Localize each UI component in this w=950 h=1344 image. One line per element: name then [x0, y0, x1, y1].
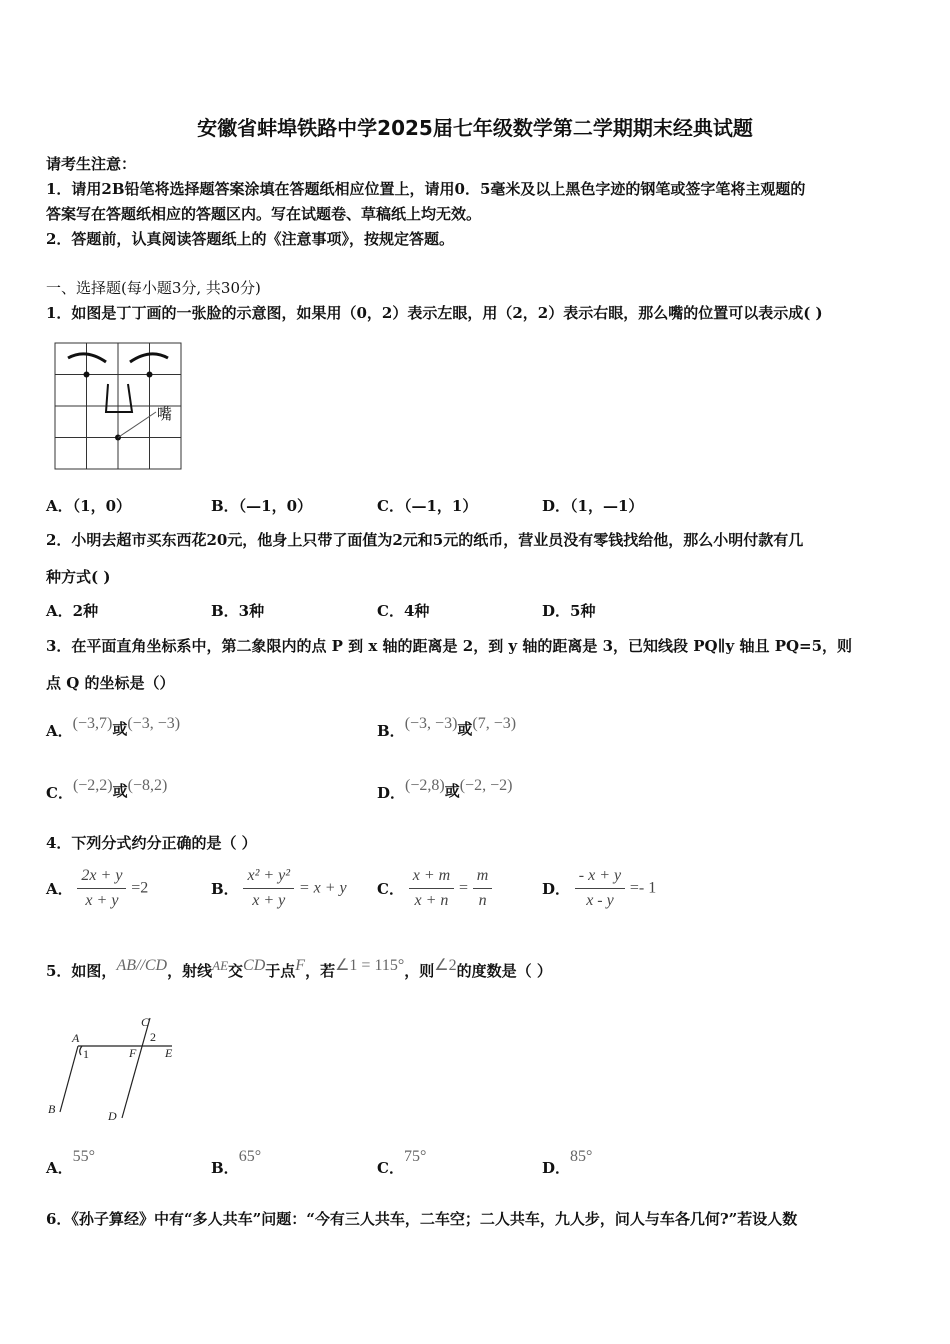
q3-c-point1: (−2,2)	[72, 777, 113, 794]
q3-a-label: A．	[46, 722, 73, 740]
q5-math-cd: CD	[243, 957, 266, 974]
q4-option-d	[542, 864, 656, 913]
q3-d-point2: (−2, −2)	[459, 777, 513, 794]
label-a: A	[72, 1031, 80, 1045]
q4-option-a	[46, 864, 148, 913]
q4-a-denominator: x + y	[85, 892, 119, 909]
q5-d-value: 85°	[570, 1148, 593, 1165]
q2-option-a: A．2种	[46, 602, 99, 620]
q5-math-f: F	[295, 957, 306, 974]
q5-b-label: B．	[211, 1159, 239, 1177]
q4-c-numerator: x + m	[409, 864, 454, 889]
q4-d-rhs: =- 1	[629, 879, 657, 897]
q3-d-point1: (−2,8)	[405, 777, 445, 794]
face-grid-figure	[50, 338, 190, 474]
notice-line-2: 2．答题前，认真阅读答题纸上的《注意事项》，按规定答题。	[46, 230, 454, 248]
q3-a-or: 或	[112, 720, 128, 738]
q4-b-fraction	[243, 864, 294, 913]
label-b: B	[48, 1102, 56, 1116]
mouth-label: 嘴	[157, 405, 173, 423]
label-e: E	[165, 1046, 173, 1060]
q4-c-rhs-numerator: m	[473, 864, 493, 889]
q3-d-label: D．	[377, 784, 406, 802]
q4-a-label: A．	[46, 880, 73, 898]
page-title: 安徽省蚌埠铁路中学2025届七年级数学第二学期期末经典试题	[197, 116, 753, 140]
q5-b-value: 65°	[238, 1148, 262, 1165]
q3-b-point1: (−3, −3)	[404, 715, 458, 732]
q3-b-point2: (7, −3)	[472, 715, 517, 732]
q1-text: 1．如图是丁丁画的一张脸的示意图，如果用（0，2）表示左眼，用（2，2）表示右眼，那么嘴的位置可以表示成( )	[46, 304, 823, 322]
q1-option-a: A．（1，0）	[46, 497, 132, 515]
label-c: C	[141, 1015, 150, 1029]
q5-c-label: C．	[377, 1159, 404, 1177]
q2-option-b: B．3种	[211, 602, 265, 620]
q5-option-b	[211, 1145, 262, 1177]
q4-c-denominator: x + n	[414, 892, 449, 909]
q3-line-1: 3．在平面直角坐标系中，第二象限内的点 P 到 x 轴的距离是 2，到 y 轴的距离是 3，已知线段 PQ∥y 轴且 PQ=5，则	[46, 637, 853, 655]
q4-c-rhs-denominator: n	[478, 892, 487, 909]
q5-math-ab-cd: AB//CD	[116, 957, 168, 974]
q6-text: 6．《孙子算经》中有“多人共车”问题：“今有三人共车，二车空；二人共车，九人步，问人与车各几何?”若设人数	[46, 1210, 798, 1228]
q4-c-equals: =	[458, 879, 468, 897]
q3-c-label: C．	[46, 784, 73, 802]
q5-math-angle2: ∠2	[434, 957, 457, 974]
q4-b-rhs: = x + y	[298, 879, 347, 897]
q1-option-b: B．（—1，0）	[211, 497, 313, 515]
q4-d-denominator: x - y	[586, 892, 614, 909]
q1-option-d: D．（1，—1）	[542, 497, 644, 515]
q3-a-point2: (−3, −3)	[127, 715, 181, 732]
q5-part6: ，则	[404, 962, 435, 980]
q5-c-value: 75°	[403, 1148, 427, 1165]
q4-c-rhs-fraction	[473, 864, 493, 913]
q3-a-point1: (−3,7)	[72, 715, 113, 732]
q3-c-point2: (−8,2)	[127, 777, 168, 794]
angle-2-label: 2	[150, 1030, 156, 1044]
q5-option-c	[377, 1145, 427, 1177]
q4-d-fraction	[575, 864, 625, 913]
q5-part4: 于点	[265, 962, 296, 980]
q5-text	[46, 957, 552, 981]
q4-text: 4．下列分式约分正确的是（ ）	[46, 834, 257, 852]
q2-option-d: D．5种	[542, 602, 596, 620]
q3-b-or: 或	[457, 720, 473, 738]
q5-option-a	[46, 1145, 96, 1177]
angle-1-label: 1	[83, 1047, 89, 1061]
q4-b-numerator: x² + y²	[243, 864, 294, 889]
q3-option-d	[377, 774, 513, 802]
section-heading: 一、选择题(每小题3分, 共30分)	[46, 279, 261, 297]
q3-d-or: 或	[444, 782, 460, 800]
q4-d-label: D．	[542, 880, 571, 898]
q2-option-c: C．4种	[377, 602, 430, 620]
q5-part7: 的度数是（ ）	[456, 962, 552, 980]
q3-option-a	[46, 712, 181, 740]
q5-part1: 5．如图，	[46, 962, 117, 980]
q4-c-fraction	[409, 864, 454, 913]
q4-b-denominator: x + y	[252, 892, 286, 909]
q5-d-label: D．	[542, 1159, 571, 1177]
q3-option-b	[377, 712, 517, 740]
q4-option-c	[377, 864, 492, 913]
q3-option-c	[46, 774, 168, 802]
q5-part2: ，射线	[167, 962, 213, 980]
q4-c-label: C．	[377, 880, 404, 898]
q3-c-or: 或	[112, 782, 128, 800]
label-d: D	[108, 1109, 117, 1123]
q3-b-label: B．	[377, 722, 405, 740]
notice-line-1a: 1．请用2B铅笔将选择题答案涂填在答题纸相应位置上，请用0．5毫米及以上黑色字迹的钢笔或签字笔将主观题的	[46, 180, 806, 198]
q5-a-label: A．	[46, 1159, 73, 1177]
q5-part3: 交	[228, 962, 244, 980]
q1-option-c: C．（—1，1）	[377, 497, 478, 515]
q5-a-value: 55°	[72, 1148, 96, 1165]
q4-a-fraction	[77, 864, 126, 913]
q5-part5: ，若	[305, 962, 336, 980]
q2-line-1: 2．小明去超市买东西花20元，他身上只带了面值为2元和5元的纸币，营业员没有零钱找给他，那么小明付款有几	[46, 531, 804, 549]
q4-d-numerator: - x + y	[575, 864, 625, 889]
q5-option-d	[542, 1145, 593, 1177]
q4-a-rhs: =2	[131, 879, 149, 897]
q3-line-2: 点 Q 的坐标是（）	[46, 674, 175, 692]
q4-option-b	[211, 864, 347, 913]
q2-line-2: 种方式( )	[46, 568, 111, 586]
q5-math-ae: AE	[212, 958, 229, 973]
notice-heading: 请考生注意：	[46, 155, 137, 173]
parallel-lines-figure	[44, 1010, 184, 1124]
label-f: F	[129, 1046, 137, 1060]
q4-a-numerator: 2x + y	[77, 864, 126, 889]
q4-b-label: B．	[211, 880, 239, 898]
q5-math-angle1: ∠1 = 115°	[335, 957, 405, 974]
notice-line-1b: 答案写在答题纸相应的答题区内。写在试题卷、草稿纸上均无效。	[46, 205, 482, 223]
